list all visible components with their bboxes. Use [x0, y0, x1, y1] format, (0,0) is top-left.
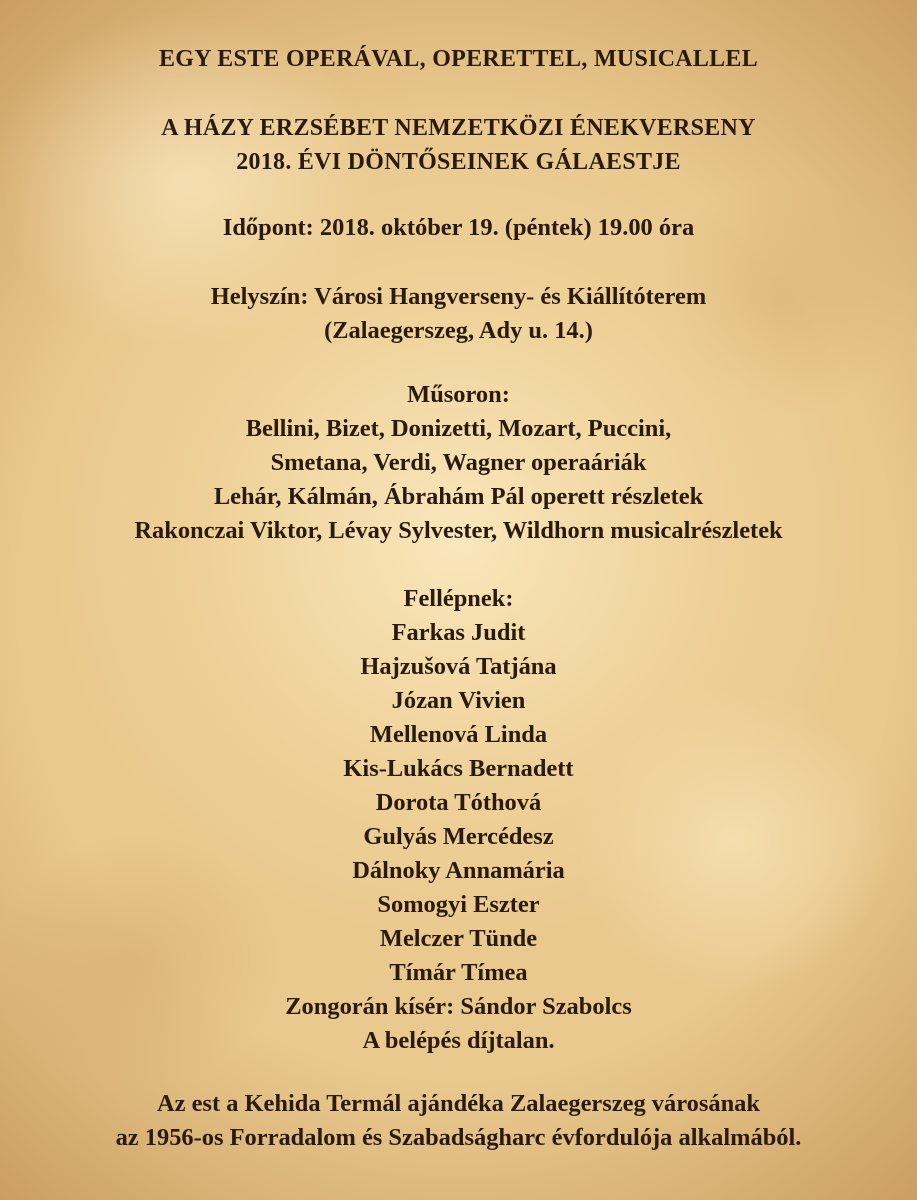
performers-block	[0, 582, 917, 1058]
time-block	[0, 211, 917, 245]
performer-name: Somogyi Eszter	[377, 891, 540, 918]
footer-block	[0, 1087, 917, 1155]
headline-block	[0, 42, 917, 76]
program-block	[0, 378, 917, 548]
program-line: Rakonczai Viktor, Lévay Sylvester, Wildhorn musicalrészletek	[134, 517, 783, 544]
program-heading: Műsoron:	[407, 381, 510, 408]
title-line: 2018. ÉVI DÖNTŐSEINEK GÁLAESTJE	[236, 149, 681, 175]
performer-name: Melczer Tünde	[379, 925, 538, 952]
program-line: Bellini, Bizet, Donizetti, Mozart, Puccini,	[245, 415, 672, 442]
program-line: Smetana, Verdi, Wagner operaáriák	[270, 449, 647, 476]
performer-name: Dorota Tóthová	[375, 789, 542, 816]
title-block	[0, 111, 917, 179]
venue-line: (Zalaegerszeg, Ady u. 14.)	[324, 317, 593, 344]
performer-name: Mellenová Linda	[369, 721, 548, 748]
venue-line: Helyszín: Városi Hangverseny- és Kiállítóterem	[210, 283, 707, 310]
title-line: A HÁZY ERZSÉBET NEMZETKÖZI ÉNEKVERSENY	[161, 115, 756, 141]
headline: EGY ESTE OPERÁVAL, OPERETTEL, MUSICALLEL	[159, 46, 758, 72]
performer-name: Józan Vivien	[391, 687, 526, 714]
footer-line: az 1956-os Forradalom és Szabadságharc évfordulója alkalmából.	[115, 1124, 802, 1151]
event-time: Időpont: 2018. október 19. (péntek) 19.00 óra	[222, 214, 695, 241]
footer-line: Az est a Kehida Termál ajándéka Zalaegerszeg városának	[156, 1090, 760, 1117]
performer-name: Gulyás Mercédesz	[363, 823, 554, 850]
performers-heading: Fellépnek:	[403, 585, 514, 612]
performer-name: Farkas Judit	[391, 619, 526, 646]
performer-name: Hajzušová Tatjána	[360, 653, 557, 680]
accompanist: Zongorán kísér: Sándor Szabolcs	[285, 993, 632, 1020]
performer-name: Tímár Tímea	[389, 959, 528, 986]
performer-name: Kis-Lukács Bernadett	[343, 755, 574, 782]
venue-block	[0, 280, 917, 348]
program-line: Lehár, Kálmán, Ábrahám Pál operett részletek	[213, 483, 704, 510]
performer-name: Dálnoky Annamária	[352, 857, 565, 884]
admission-note: A belépés díjtalan.	[362, 1027, 555, 1054]
